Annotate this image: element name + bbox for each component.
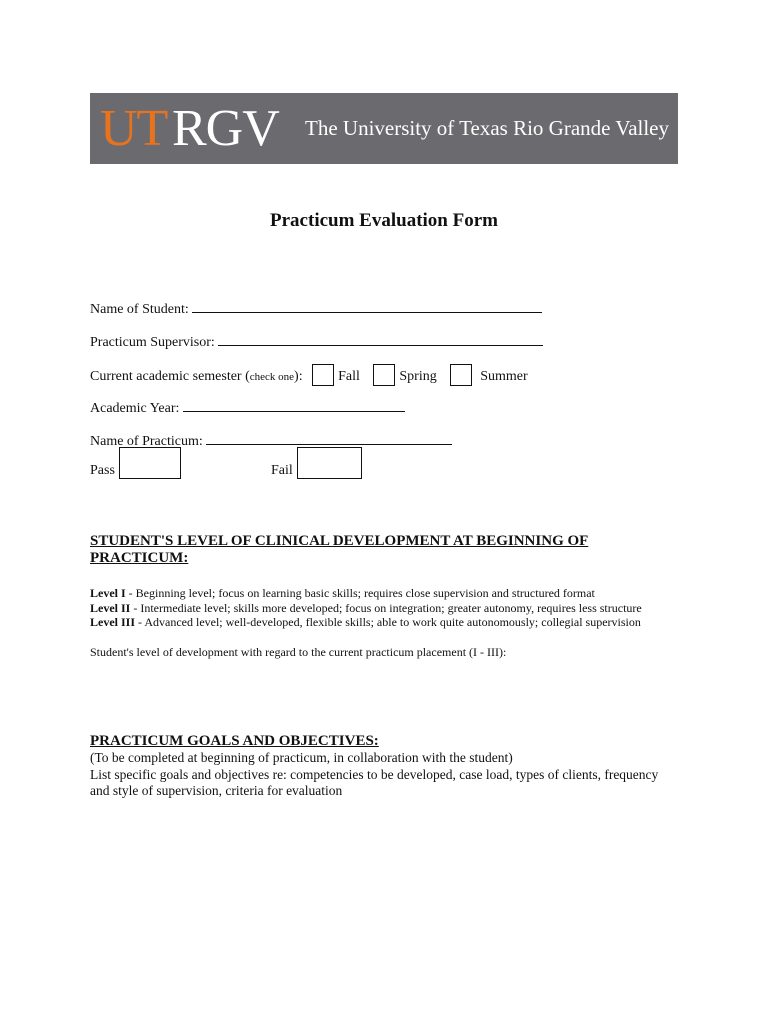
- academic-year-label: Academic Year:: [90, 401, 180, 416]
- supervisor-label: Practicum Supervisor:: [90, 335, 215, 350]
- university-banner: [90, 93, 678, 164]
- level-1-desc: - Beginning level; focus on learning basic skills; requires close supervision and structured format: [125, 586, 595, 600]
- semester-label-end: ):: [294, 369, 303, 384]
- semester-row: [90, 364, 528, 386]
- practicum-name-label: Name of Practicum:: [90, 434, 203, 449]
- spring-label: Spring: [399, 369, 437, 384]
- semester-hint: check one: [249, 371, 295, 383]
- goals-instructions: List specific goals and objectives re: competencies to be developed, case load, types of clients, frequency and style of supervision, criteria for evaluation: [90, 767, 659, 798]
- fall-label: Fall: [338, 369, 360, 384]
- level-2-desc: - Intermediate level; skills more developed; focus on integration; greater autonomy, requires less structure: [130, 600, 642, 615]
- fail-box[interactable]: [297, 447, 362, 479]
- level-3-desc: - Advanced level; well-developed, flexible skills; able to work quite autonomously; collegial supervision: [135, 615, 641, 629]
- spring-checkbox[interactable]: [373, 364, 395, 386]
- fall-checkbox[interactable]: [312, 364, 334, 386]
- logo-rgv-text: RGV: [172, 100, 279, 157]
- goals-heading: PRACTICUM GOALS AND OBJECTIVES:: [90, 733, 379, 749]
- level-1-name: Level I: [90, 586, 126, 600]
- student-name-field[interactable]: [192, 298, 542, 313]
- summer-label: Summer: [480, 369, 528, 384]
- logo-ut-text: UT: [100, 100, 168, 157]
- practicum-name-field[interactable]: [206, 430, 452, 445]
- level-3-name: Level III: [90, 615, 135, 629]
- development-question: Student's level of development with regard to the current practicum placement (I - III):: [90, 645, 507, 659]
- university-name: The University of Texas Rio Grande Valley: [305, 116, 670, 140]
- summer-checkbox[interactable]: [450, 364, 472, 386]
- semester-label: Current academic semester (: [90, 369, 250, 384]
- level-1: [90, 586, 595, 601]
- student-name-label: Name of Student:: [90, 302, 189, 317]
- student-name-row: [90, 298, 542, 319]
- level-2: [90, 601, 642, 616]
- fail-label: Fail: [271, 463, 293, 478]
- academic-year-row: [90, 397, 405, 418]
- form-title: Practicum Evaluation Form: [270, 210, 498, 231]
- clinical-development-heading: STUDENT'S LEVEL OF CLINICAL DEVELOPMENT AT BEGINNING OF PRACTICUM:: [90, 533, 589, 566]
- academic-year-field[interactable]: [183, 397, 405, 412]
- supervisor-field[interactable]: [218, 331, 543, 346]
- supervisor-row: [90, 331, 543, 352]
- pass-label: Pass: [90, 463, 115, 478]
- level-3: [90, 615, 641, 630]
- goals-note: (To be completed at beginning of practicum, in collaboration with the student): [90, 750, 513, 765]
- pass-box[interactable]: [119, 447, 181, 479]
- level-2-name: Level II: [90, 600, 131, 615]
